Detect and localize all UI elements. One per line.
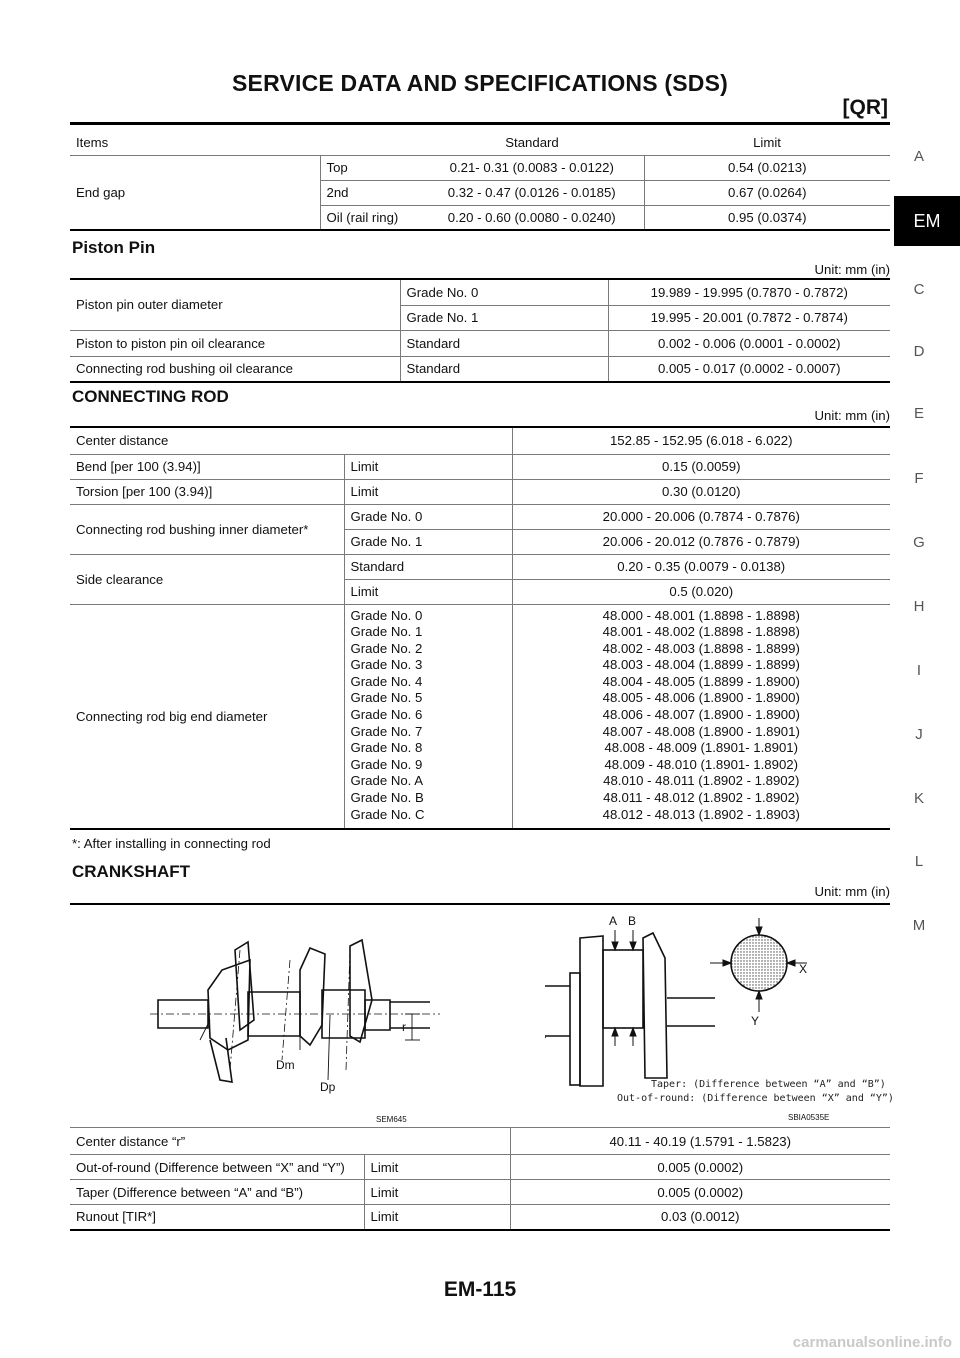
- table-row: [70, 1180, 890, 1205]
- spec-value: 48.011 - 48.012 (1.8902 - 1.8902): [603, 790, 800, 806]
- condition-label: Standard: [344, 554, 512, 579]
- table-row: [70, 428, 890, 454]
- spec-value: 48.000 - 48.001 (1.8898 - 1.8898): [602, 607, 800, 623]
- spec-value: 152.85 - 152.95 (6.018 - 6.022): [512, 428, 890, 454]
- table-row: [70, 1155, 890, 1180]
- page-title: SERVICE DATA AND SPECIFICATIONS (SDS): [232, 70, 728, 96]
- item-label: Runout [TIR*]: [70, 1205, 364, 1230]
- grade-label: Grade No. 9: [350, 756, 423, 772]
- item-label: Center distance: [70, 428, 512, 454]
- item-label: Taper (Difference between “A” and “B”): [70, 1180, 364, 1205]
- spec-value: 0.03 (0.0012): [510, 1205, 890, 1230]
- ring-name: Oil (rail ring): [320, 205, 420, 230]
- header-items: Items: [70, 131, 320, 155]
- x-label: X: [799, 962, 808, 976]
- item-label: Connecting rod bushing inner diameter*: [70, 504, 344, 554]
- limit-value: 0.54 (0.0213): [644, 155, 890, 180]
- connecting-rod-table: [70, 428, 890, 830]
- spec-value: 19.989 - 19.995 (0.7870 - 0.7872): [608, 280, 890, 305]
- item-label: Torsion [per 100 (3.94)]: [70, 479, 344, 504]
- grade-label: Grade No. 5: [350, 690, 423, 706]
- item-label: Connecting rod bushing oil clearance: [70, 356, 400, 382]
- footnote: *: After installing in connecting rod: [72, 836, 271, 851]
- item-label: Center distance “r”: [70, 1128, 510, 1155]
- piston-pin-unit: Unit: mm (in): [814, 262, 890, 277]
- ring-name: Top: [320, 155, 420, 180]
- journal-measure-figure: [545, 914, 845, 1093]
- item-label: Connecting rod big end diameter: [70, 604, 344, 829]
- spec-value: 0.005 (0.0002): [510, 1155, 890, 1180]
- side-index-d[interactable]: D: [913, 343, 925, 360]
- connecting-rod-unit: Unit: mm (in): [814, 408, 890, 423]
- item-label: Bend [per 100 (3.94)]: [70, 454, 344, 479]
- piston-pin-title: Piston Pin: [72, 238, 156, 257]
- end-gap-table: [70, 131, 890, 231]
- grade-label: Grade No. 0: [400, 280, 608, 305]
- spec-value: 48.009 - 48.010 (1.8901- 1.8902): [604, 756, 799, 772]
- crankshaft-drawing: [150, 930, 440, 1100]
- side-index-m[interactable]: M: [912, 917, 926, 934]
- side-index-c[interactable]: C: [913, 281, 925, 298]
- table-row: [70, 454, 890, 479]
- table-row: [70, 1205, 890, 1230]
- grade-label: Grade No. 0: [344, 504, 512, 529]
- condition-label: Standard: [400, 330, 608, 356]
- spec-value: 0.005 - 0.017 (0.0002 - 0.0007): [608, 356, 890, 382]
- dm-label: Dm: [276, 1058, 295, 1072]
- spec-value: 0.005 (0.0002): [510, 1180, 890, 1205]
- engine-code: [QR]: [842, 96, 888, 119]
- condition-label: Standard: [400, 356, 608, 382]
- grade-list: [344, 604, 512, 829]
- side-index-f[interactable]: F: [914, 470, 924, 487]
- side-index-g[interactable]: G: [913, 534, 925, 551]
- side-index-em-tab[interactable]: EM: [894, 196, 960, 246]
- item-label: Piston to piston pin oil clearance: [70, 330, 400, 356]
- condition-label: Limit: [344, 579, 512, 604]
- value-list: [512, 604, 890, 829]
- spec-value: 48.007 - 48.008 (1.8900 - 1.8901): [602, 723, 800, 739]
- figure-code-sem645: SEM645: [376, 1115, 407, 1124]
- side-index-l[interactable]: L: [914, 853, 924, 870]
- grade-label: Grade No. 2: [350, 640, 423, 656]
- spec-value: 48.002 - 48.003 (1.8898 - 1.8899): [602, 640, 800, 656]
- taper-caption: Taper: (Difference between “A” and “B”): [651, 1079, 886, 1090]
- table-row: [70, 554, 890, 579]
- limit-value: 0.95 (0.0374): [644, 205, 890, 230]
- condition-label: Limit: [344, 479, 512, 504]
- a-label: A: [609, 914, 618, 928]
- table-row: [70, 155, 890, 180]
- side-index-e[interactable]: E: [913, 405, 924, 422]
- spec-value: 0.15 (0.0059): [512, 454, 890, 479]
- spec-value: 0.5 (0.020): [512, 579, 890, 604]
- grade-label: Grade No. 1: [350, 624, 423, 640]
- table-top-rule: [70, 903, 890, 905]
- spec-value: 48.005 - 48.006 (1.8900 - 1.8900): [602, 690, 800, 706]
- item-label: Out-of-round (Difference between “X” and “Y”): [70, 1155, 364, 1180]
- figure-code-sbia0535e: SBIA0535E: [788, 1113, 830, 1122]
- table-row: [70, 356, 890, 382]
- b-label: B: [628, 914, 637, 928]
- y-label: Y: [751, 1014, 760, 1028]
- grade-label: Grade No. 4: [350, 673, 423, 689]
- spec-value: 20.000 - 20.006 (0.7874 - 0.7876): [512, 504, 890, 529]
- table-row: [70, 280, 890, 305]
- condition-label: Limit: [364, 1155, 510, 1180]
- spec-value: 48.003 - 48.004 (1.8899 - 1.8899): [602, 657, 800, 673]
- side-index-i[interactable]: I: [916, 662, 922, 679]
- spec-value: 0.30 (0.0120): [512, 479, 890, 504]
- grade-label: Grade No. 0: [350, 607, 423, 623]
- crankshaft-figure: [150, 930, 440, 1100]
- crankshaft-table: [70, 1127, 890, 1231]
- spec-value: 0.002 - 0.006 (0.0001 - 0.0002): [608, 330, 890, 356]
- header-standard: Standard: [420, 131, 644, 155]
- grade-label: Grade No. 6: [350, 707, 423, 723]
- grade-label: Grade No. 1: [400, 305, 608, 330]
- side-index-a[interactable]: A: [913, 148, 924, 165]
- ring-name: 2nd: [320, 180, 420, 205]
- spec-value: 48.012 - 48.013 (1.8902 - 1.8903): [602, 806, 800, 822]
- dp-label: Dp: [320, 1080, 336, 1094]
- side-index-h[interactable]: H: [913, 598, 925, 615]
- grade-label: Grade No. 3: [350, 657, 423, 673]
- grade-label: Grade No. C: [350, 806, 425, 822]
- r-label: r: [402, 1020, 406, 1034]
- spec-value: 48.004 - 48.005 (1.8899 - 1.8900): [602, 673, 800, 689]
- spec-value: 19.995 - 20.001 (0.7872 - 0.7874): [608, 305, 890, 330]
- crankshaft-title: CRANKSHAFT: [72, 862, 191, 881]
- standard-value: 0.20 - 0.60 (0.0080 - 0.0240): [420, 205, 644, 230]
- grade-label: Grade No. A: [350, 773, 424, 789]
- condition-label: Limit: [364, 1205, 510, 1230]
- spec-value: 48.008 - 48.009 (1.8901- 1.8901): [604, 740, 799, 756]
- grade-label: Grade No. B: [350, 790, 424, 806]
- item-label: Side clearance: [70, 554, 344, 604]
- header-limit: Limit: [644, 131, 890, 155]
- spec-value: 0.20 - 0.35 (0.0079 - 0.0138): [512, 554, 890, 579]
- grade-label: Grade No. 1: [344, 529, 512, 554]
- crankshaft-unit: Unit: mm (in): [814, 884, 890, 899]
- piston-pin-outer-label: Piston pin outer diameter: [70, 280, 400, 330]
- grade-label: Grade No. 7: [350, 723, 423, 739]
- table-row: [70, 504, 890, 529]
- condition-label: Limit: [364, 1180, 510, 1205]
- piston-pin-table: [70, 280, 890, 383]
- standard-value: 0.21- 0.31 (0.0083 - 0.0122): [420, 155, 644, 180]
- grade-label: Grade No. 8: [350, 740, 423, 756]
- page-number: EM-115: [443, 1278, 517, 1301]
- watermark: carmanualsonline.info: [792, 1334, 952, 1351]
- header-rule: [70, 122, 890, 125]
- end-gap-label: End gap: [70, 155, 320, 230]
- condition-label: Limit: [344, 454, 512, 479]
- spec-value: 48.001 - 48.002 (1.8898 - 1.8898): [602, 624, 800, 640]
- table-row: [70, 1128, 890, 1155]
- spec-value: 40.11 - 40.19 (1.5791 - 1.5823): [510, 1128, 890, 1155]
- journal-measure-drawing: [545, 918, 845, 1093]
- standard-value: 0.32 - 0.47 (0.0126 - 0.0185): [420, 180, 644, 205]
- table-row: [70, 604, 890, 829]
- spec-value: 48.010 - 48.011 (1.8902 - 1.8902): [603, 773, 800, 789]
- spec-value: 48.006 - 48.007 (1.8900 - 1.8900): [602, 707, 800, 723]
- side-index-j[interactable]: J: [915, 726, 923, 743]
- spec-value: 20.006 - 20.012 (0.7876 - 0.7879): [512, 529, 890, 554]
- out-of-round-caption: Out-of-round: (Difference between “X” and “Y”): [617, 1093, 894, 1104]
- limit-value: 0.67 (0.0264): [644, 180, 890, 205]
- connecting-rod-title: CONNECTING ROD: [72, 387, 229, 406]
- table-row: [70, 479, 890, 504]
- table-row: [70, 330, 890, 356]
- side-index-k[interactable]: K: [913, 790, 924, 807]
